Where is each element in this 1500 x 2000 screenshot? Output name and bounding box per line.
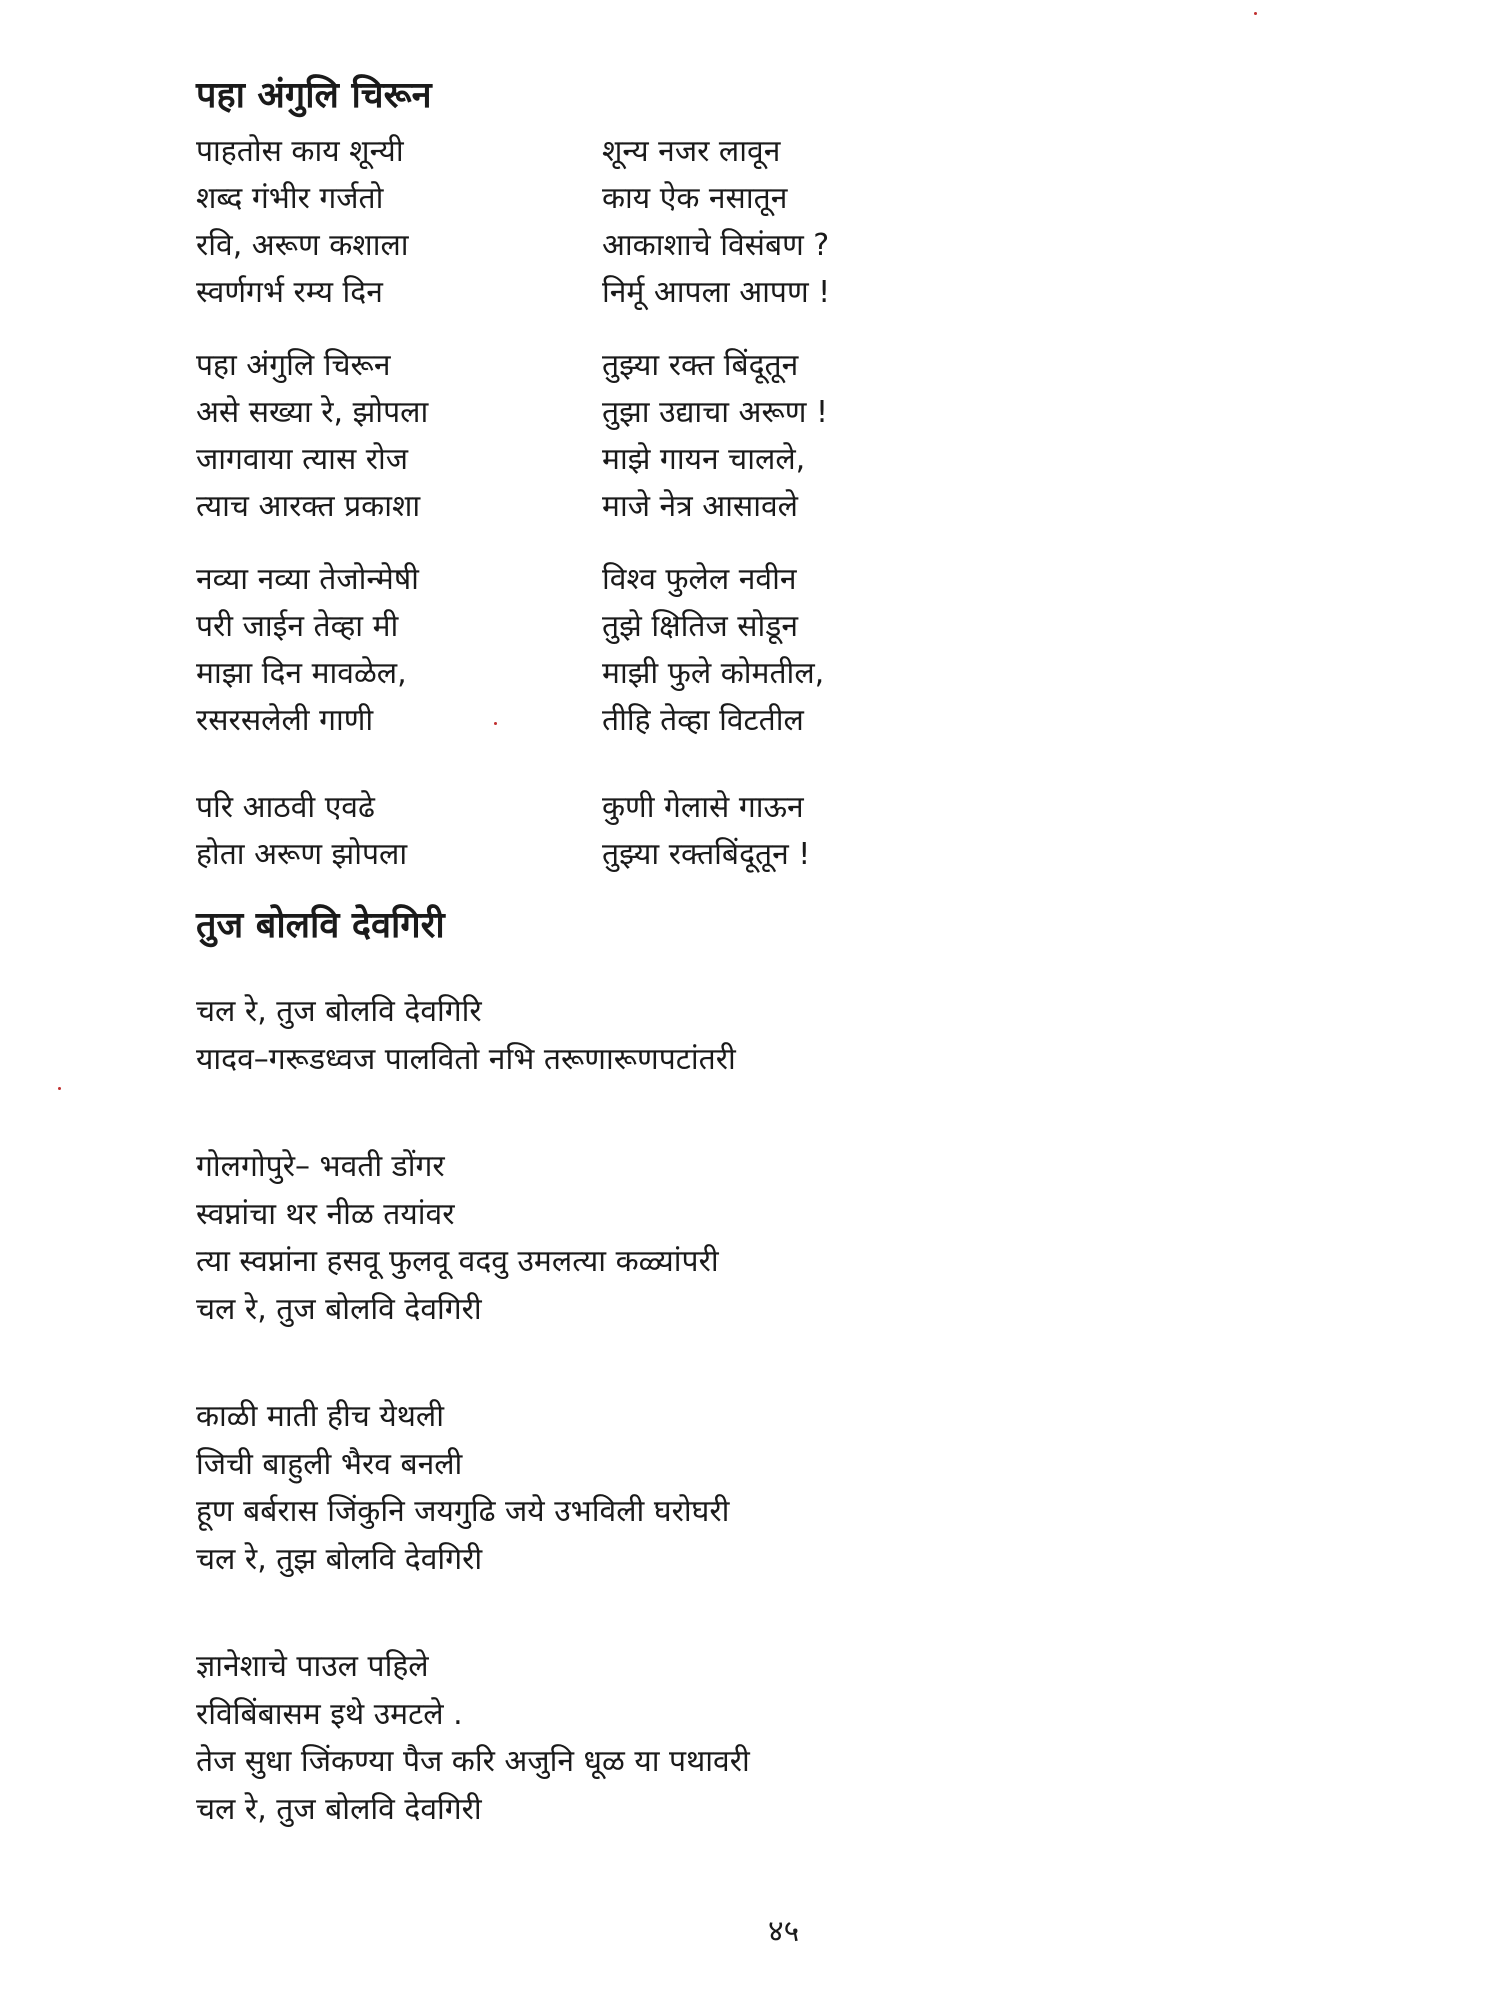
stanza [196,784,1196,878]
verse-right: तुझ्या रक्तबिंदूतून ! [602,837,811,872]
verse-line [196,603,1196,650]
verse-right: कुणी गेलासे गाऊन [602,790,804,825]
print-speck [58,1087,61,1090]
verse-line: यादव–गरूडध्वज पालवितो नभि तरूणारूणपटांतरी [196,1041,736,1077]
poem-tuj-bolavi-devagiri [196,900,1196,1893]
verse-line: रविबिंबासम इथे उमटले . [196,1696,463,1732]
verse-left: पहा अंगुलि चिरून [196,348,391,383]
print-speck [1254,12,1257,15]
verse-line: स्वप्नांचा थर नीळ तयांवर [196,1196,455,1232]
verse-line [196,222,1196,269]
verse-line: जिची बाहुली भैरव बनली [196,1446,463,1482]
verse-left: होता अरूण झोपला [196,837,408,872]
verse-line [196,483,1196,530]
verse-line: गोलगोपुरे– भवती डोंगर [196,1149,445,1184]
verse-line: तेज सुधा जिंकण्या पैज करि अजुनि धूळ या पथावरी [196,1744,750,1779]
verse-line [196,650,1196,697]
verse-right: निर्मू आपला आपण ! [602,275,831,310]
verse-left: त्याच आरक्त प्रकाशा [196,489,421,524]
verse-line [196,697,1196,744]
verse-line [196,784,1196,831]
stanza [196,128,1196,316]
stanza [196,1393,1196,1583]
verse-left: नव्या नव्या तेजोन्मेषी [196,562,419,597]
verse-line: चल रे, तुझ बोलवि देवगिरी [196,1541,483,1577]
stanza [196,988,1196,1083]
verse-line [196,831,1196,878]
verse-right: तुझे क्षितिज सोडून [602,609,799,644]
verse-right: तुझा उद्याचा अरूण ! [602,395,829,430]
print-speck [494,722,497,725]
verse-right: तुझ्या रक्त बिंदूतून [602,348,799,383]
verse-line: ज्ञानेशाचे पाउल पहिले [196,1649,429,1684]
verse-line [196,556,1196,603]
verse-line [196,389,1196,436]
verse-right: आकाशाचे विसंबण ? [602,228,830,263]
verse-right: माझी फुले कोमतील, [602,656,825,691]
verse-right: शून्य नजर लावून [602,134,781,169]
verse-left: रसरसलेली गाणी [196,703,374,738]
page-number: ४५ [768,1914,800,1949]
stanza [196,1643,1196,1833]
verse-left: जागवाया त्यास रोज [196,442,409,477]
poem-title: पहा अंगुलि चिरून [196,75,432,116]
poem-title: तुज बोलवि देवगिरी [196,905,445,946]
verse-left: स्वर्णगर्भ रम्य दिन [196,275,383,310]
stanza [196,556,1196,744]
verse-line: काळी माती हीच येथली [196,1399,444,1434]
poem-pahaa-anguli-chiroon [196,70,1196,904]
verse-right: तीहि तेव्हा विटतील [602,703,804,738]
verse-left: असे सख्या रे, झोपला [196,395,429,430]
verse-left: शब्द गंभीर गर्जतो [196,181,384,216]
stanza [196,342,1196,530]
stanza [196,1143,1196,1333]
verse-line [196,128,1196,175]
verse-line [196,436,1196,483]
verse-line: चल रे, तुज बोलवि देवगिरी [196,1791,482,1827]
verse-right: माझे गायन चालले, [602,442,806,477]
verse-left: माझा दिन मावळेल, [196,656,407,691]
verse-right: माजे नेत्र आसावले [602,489,798,524]
verse-left: परी जाईन तेव्हा मी [196,609,399,644]
verse-left: परि आठवी एवढे [196,790,375,825]
verse-line: हूण बर्बरास जिंकुनि जयगुढि जये उभविली घरोघरी [196,1494,730,1529]
verse-right: काय ऐक नसातून [602,181,788,216]
verse-left: पाहतोस काय शून्यी [196,134,404,169]
verse-left: रवि, अरूण कशाला [196,228,409,263]
verse-right: विश्व फुलेल नवीन [602,562,797,597]
verse-line: चल रे, तुज बोलवि देवगिरि [196,994,482,1029]
verse-line: चल रे, तुज बोलवि देवगिरी [196,1291,482,1327]
verse-line [196,269,1196,316]
verse-line [196,175,1196,222]
verse-line [196,342,1196,389]
verse-line: त्या स्वप्नांना हसवू फुलवू वदवु उमलत्या कळ्यांपरी [196,1244,719,1279]
